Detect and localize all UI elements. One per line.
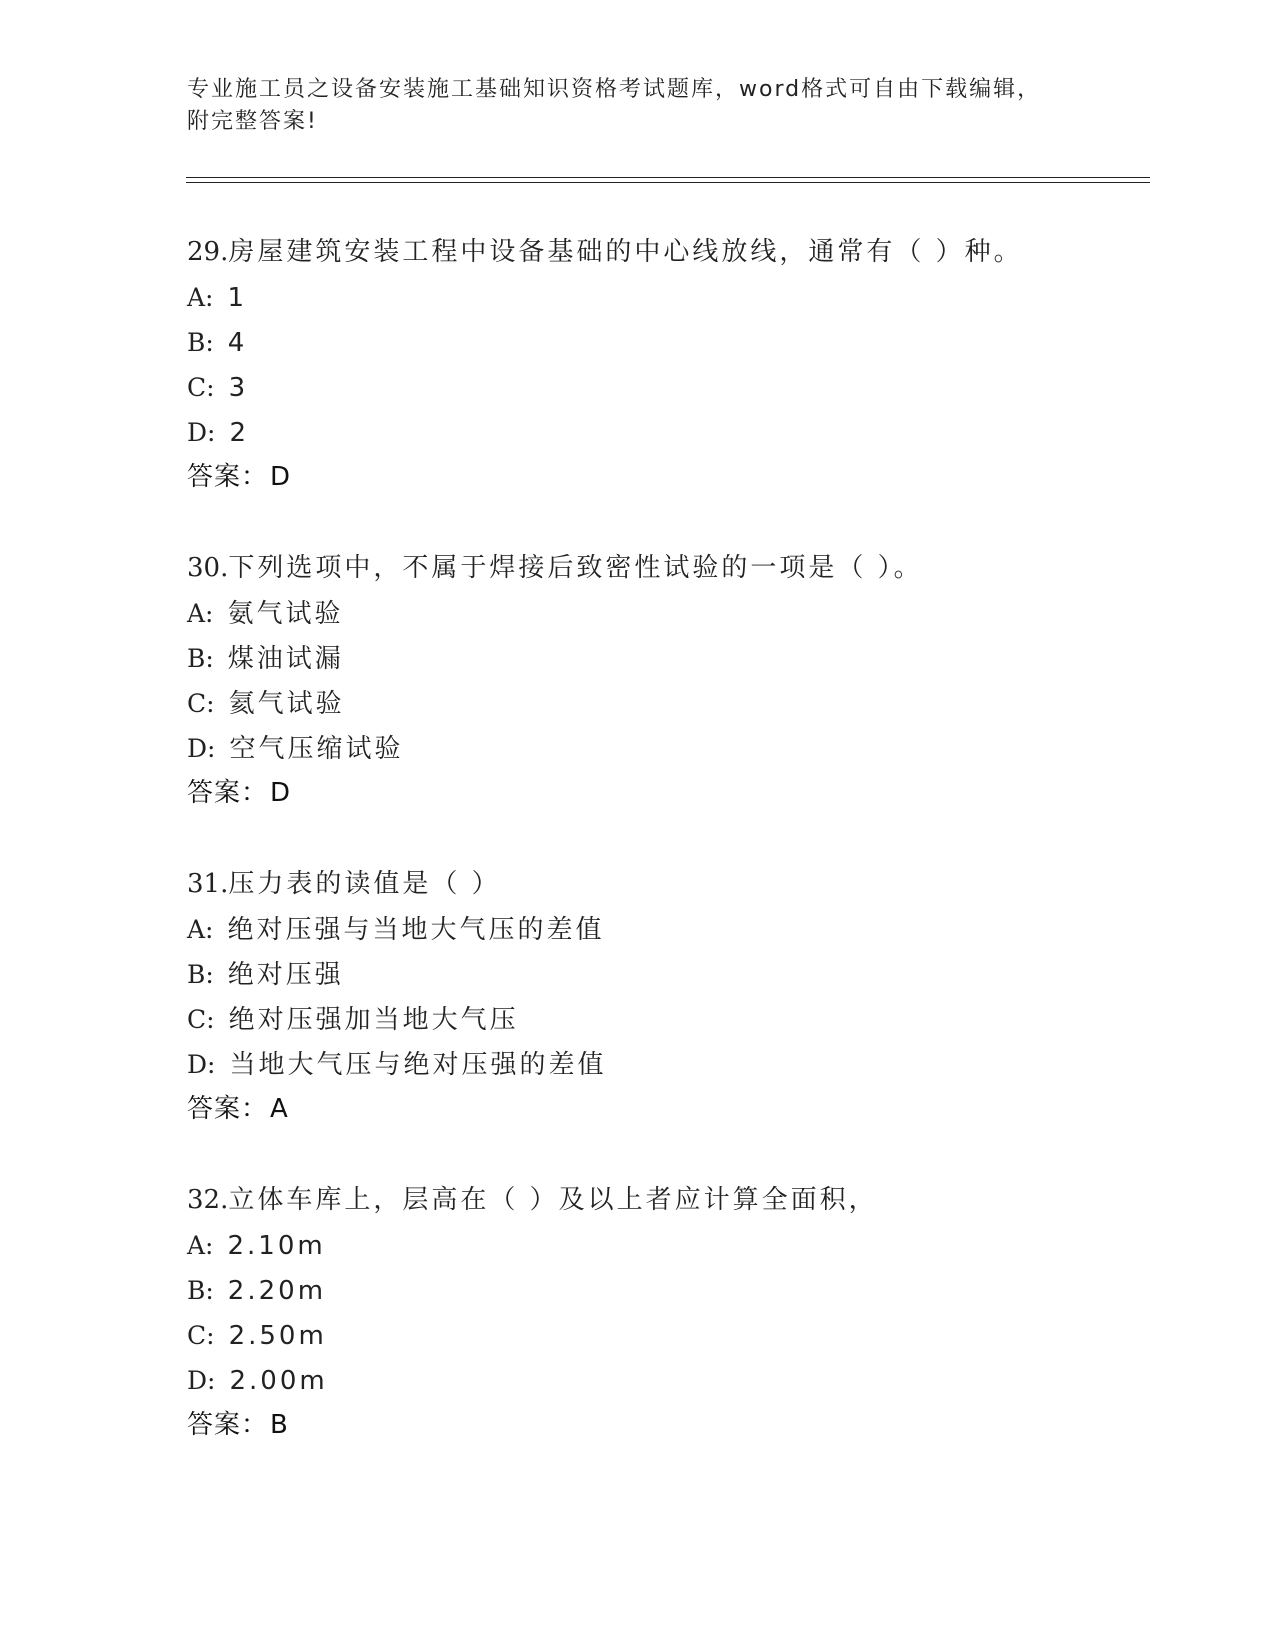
- question-block: [187, 230, 1023, 500]
- header-divider-bottom: [186, 182, 1150, 183]
- option-text: 3: [228, 373, 249, 403]
- question-block: [187, 862, 606, 1132]
- question-stem: [187, 546, 923, 591]
- answer-value: B: [270, 1410, 289, 1440]
- option-label: C:: [187, 1005, 215, 1034]
- answer-label: 答案：: [187, 1094, 269, 1124]
- option-d: [187, 410, 1023, 455]
- option-label: D:: [187, 418, 216, 447]
- question-text: 房屋建筑安装工程中设备基础的中心线放线，通常有（ ）种。: [228, 237, 1023, 267]
- option-text: 4: [227, 328, 248, 358]
- option-a: [187, 907, 606, 952]
- option-text: 氦气试验: [228, 689, 345, 719]
- option-a: [187, 1223, 878, 1268]
- option-text: 1: [227, 283, 248, 313]
- option-text: 绝对压强加当地大气压: [228, 1005, 519, 1035]
- option-label: A:: [187, 915, 214, 944]
- option-label: B:: [187, 960, 214, 989]
- option-d: [187, 726, 923, 771]
- option-text: 2.50m: [228, 1321, 327, 1351]
- question-block: [187, 546, 923, 816]
- answer-line: [187, 455, 1023, 500]
- question-number: 32.: [187, 1185, 229, 1215]
- option-a: [187, 275, 1023, 320]
- option-text: 2.20m: [227, 1276, 327, 1306]
- option-d: [187, 1042, 606, 1087]
- header-line-2: 附完整答案!: [187, 109, 318, 134]
- question-number: 31.: [187, 869, 229, 899]
- option-label: C:: [187, 1321, 215, 1350]
- option-text: 2.00m: [229, 1366, 328, 1396]
- option-text: 煤油试漏: [227, 644, 344, 674]
- option-text: 氨气试验: [227, 599, 344, 629]
- option-text: 2: [229, 418, 250, 448]
- option-c: [187, 997, 606, 1042]
- answer-value: D: [270, 462, 292, 492]
- header-line-1: 专业施工员之设备安装施工基础知识资格考试题库，word格式可自由下载编辑，: [187, 77, 1042, 102]
- option-label: D:: [187, 734, 216, 763]
- option-label: C:: [187, 373, 215, 402]
- option-text: 空气压缩试验: [229, 734, 404, 764]
- option-b: [187, 952, 606, 997]
- option-label: D:: [187, 1366, 216, 1395]
- question-number: 30.: [187, 553, 229, 583]
- option-a: [187, 591, 923, 636]
- option-label: C:: [187, 689, 215, 718]
- document-header: [187, 74, 1087, 138]
- question-stem: [187, 862, 606, 907]
- option-label: A:: [187, 283, 214, 312]
- option-label: B:: [187, 1276, 214, 1305]
- question-text: 下列选项中，不属于焊接后致密性试验的一项是（ ）。: [228, 553, 923, 583]
- option-b: [187, 320, 1023, 365]
- option-c: [187, 681, 923, 726]
- option-c: [187, 1313, 878, 1358]
- option-label: A:: [187, 1231, 214, 1260]
- question-stem: [187, 1178, 878, 1223]
- answer-line: [187, 771, 923, 816]
- option-text: 当地大气压与绝对压强的差值: [229, 1050, 607, 1080]
- answer-label: 答案：: [187, 1410, 269, 1440]
- option-c: [187, 365, 1023, 410]
- option-label: A:: [187, 599, 214, 628]
- question-text: 压力表的读值是（ ）: [228, 869, 501, 899]
- option-text: 2.10m: [227, 1231, 326, 1261]
- header-divider-top: [186, 177, 1150, 178]
- option-text: 绝对压强与当地大气压的差值: [227, 915, 605, 945]
- option-label: D:: [187, 1050, 216, 1079]
- option-b: [187, 1268, 878, 1313]
- option-d: [187, 1358, 878, 1403]
- option-label: B:: [187, 328, 214, 357]
- option-text: 绝对压强: [227, 960, 344, 990]
- answer-value: D: [270, 778, 292, 808]
- question-text: 立体车库上，层高在（ ）及以上者应计算全面积，: [228, 1185, 878, 1215]
- answer-label: 答案：: [187, 778, 269, 808]
- answer-label: 答案：: [187, 462, 269, 492]
- question-stem: [187, 230, 1023, 275]
- question-block: [187, 1178, 878, 1448]
- answer-value: A: [270, 1094, 289, 1124]
- option-b: [187, 636, 923, 681]
- answer-line: [187, 1087, 606, 1132]
- question-number: 29.: [187, 237, 229, 267]
- option-label: B:: [187, 644, 214, 673]
- answer-line: [187, 1403, 878, 1448]
